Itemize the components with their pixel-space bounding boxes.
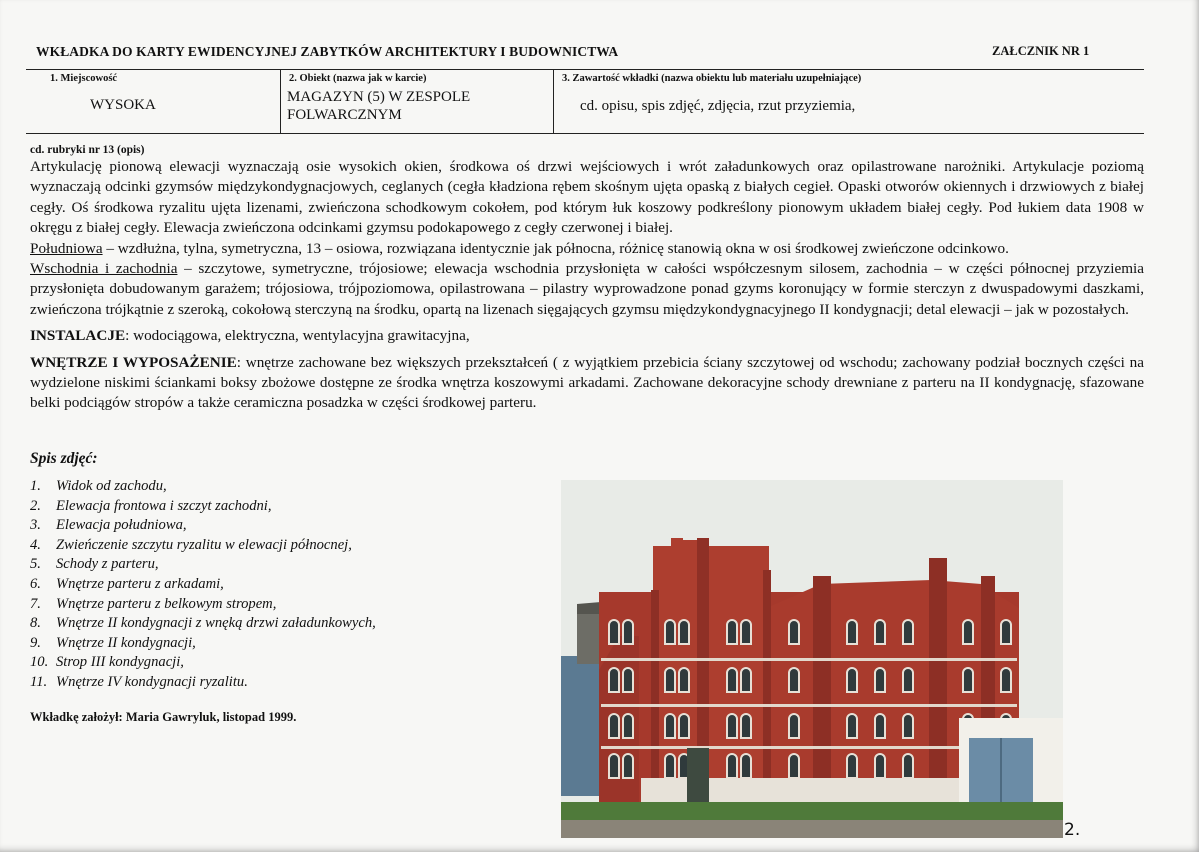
installations-text: : wodociągowa, elektryczna, wentylacyjna grawitacyjna,: [125, 327, 470, 345]
photo-list-number: 8.: [30, 615, 41, 632]
photo-list-item: [30, 673, 376, 693]
metadata-table: [26, 69, 1144, 134]
window: [609, 754, 619, 778]
window: [623, 668, 633, 692]
photo-list-item: [30, 497, 376, 517]
window: [609, 620, 619, 644]
cobblestones: [561, 820, 1063, 838]
window: [665, 620, 675, 644]
photo-list-number: 2.: [30, 497, 41, 514]
window: [789, 714, 799, 738]
window: [963, 668, 973, 692]
building-door: [687, 748, 709, 806]
photo-list-number: 5.: [30, 556, 41, 573]
photo-list-text: Wnętrze II kondygnacji z wnęką drzwi załadunkowych,: [56, 615, 376, 632]
photo-list-text: Zwieńczenie szczytu ryzalitu w elewacji północnej,: [56, 536, 352, 553]
photo-list-item: [30, 536, 376, 556]
window: [665, 714, 675, 738]
window: [903, 754, 913, 778]
photo-list-number: 7.: [30, 595, 41, 612]
installations-label: INSTALACJE: [30, 327, 126, 345]
south-elevation-text: – wzdłużna, tylna, symetryczna, 13 – osiowa, rozwiązana identycznie jak północna, różnicę stanowią okna w osi środkowej zwieńczone odcinkowo.: [102, 239, 1009, 257]
window: [903, 620, 913, 644]
window: [1001, 668, 1011, 692]
photo-list: [30, 477, 376, 693]
window: [741, 668, 751, 692]
photo-list-text: Elewacja frontowa i szczyt zachodni,: [56, 497, 272, 514]
east-west-elevation-text: – szczytowe, symetryczne, trójosiowe; elewacja wschodnia przysłonięta w całości współczesnym silosem, zachodnia – w części północnej przyziemia przysłonięta dobudowanym garażem; trójosiowa, trójpoziomowa, opilastrowana – pilastry wyprowadzone ponad gzyms koronujący w formie sterczyn z dwuspadowymi daszkami, zwieńczona trójkątnie z szeroką, cokołową sterczyną na środku, opartą na lizenach sięgających gzymsu międzykondygnacyjnego II kondygnacji; detal elewacji – jak w pozostałych.: [30, 260, 1144, 318]
photo-list-number: 3.: [30, 517, 41, 534]
photo-list-item: [30, 634, 376, 654]
photo-list-item: [30, 595, 376, 615]
photo-number: 2.: [1064, 820, 1081, 840]
photo-list-text: Strop III kondygnacji,: [56, 654, 184, 671]
window: [741, 620, 751, 644]
window: [1001, 620, 1011, 644]
window: [847, 668, 857, 692]
photo-list-text: Elewacja południowa,: [56, 517, 187, 534]
photo-list-text: Wnętrze parteru z arkadami,: [56, 575, 224, 592]
author-line: Wkładkę założył: Maria Gawryluk, listopad 1999.: [30, 710, 297, 724]
window: [679, 620, 689, 644]
window: [789, 668, 799, 692]
interior-label: WNĘTRZE I WYPOSAŻENIE: [30, 353, 237, 371]
window: [875, 714, 885, 738]
photo-list-item: [30, 555, 376, 575]
document-title: WKŁADKA DO KARTY EWIDENCYJNEJ ZABYTKÓW ARCHITEKTURY I BUDOWNICTWA: [36, 44, 619, 59]
building-photo: [561, 480, 1063, 838]
east-west-elevation-label: Wschodnia i zachodnia: [30, 260, 178, 278]
photo-list-number: 9.: [30, 634, 41, 651]
photo-list-number: 11.: [30, 673, 48, 690]
window: [903, 668, 913, 692]
window: [903, 714, 913, 738]
window: [727, 620, 737, 644]
photo-list-text: Schody z parteru,: [56, 556, 159, 573]
contents-value: cd. opisu, spis zdjęć, zdjęcia, rzut przyziemia,: [580, 98, 856, 114]
window: [963, 620, 973, 644]
window: [847, 620, 857, 644]
contents-cell: [553, 70, 1144, 133]
window: [875, 668, 885, 692]
window: [665, 754, 675, 778]
photo-list-text: Wnętrze parteru z belkowym stropem,: [56, 595, 277, 612]
photo-list-number: 10.: [30, 654, 49, 671]
place-cell: [26, 70, 280, 133]
window: [727, 668, 737, 692]
window: [847, 754, 857, 778]
granary-photo-illustration: [561, 480, 1063, 838]
annex-label: ZAŁCZNIK NR 1: [992, 44, 1090, 58]
window: [679, 714, 689, 738]
photo-list-heading: Spis zdjęć:: [30, 450, 98, 467]
photo-list-text: Widok od zachodu,: [56, 478, 167, 494]
installations-paragraph: [30, 326, 1144, 346]
photo-list-text: Wnętrze II kondygnacji,: [56, 634, 196, 651]
interior-paragraph: [30, 353, 1144, 414]
photo-list-item: [30, 575, 376, 595]
window: [875, 620, 885, 644]
object-label: 2. Obiekt (nazwa jak w karcie): [289, 73, 427, 84]
place-value: WYSOKA: [90, 97, 156, 113]
window: [741, 714, 751, 738]
photo-list-number: 1.: [30, 478, 41, 494]
object-cell: [280, 70, 553, 133]
description-block: [30, 143, 1144, 414]
rubric-heading: cd. rubryki nr 13 (opis): [30, 144, 145, 156]
photo-list-text: Wnętrze IV kondygnacji ryzalitu.: [56, 673, 248, 690]
photo-list-item: [30, 477, 376, 497]
description-paragraph: [30, 157, 1144, 320]
window: [875, 754, 885, 778]
window: [609, 668, 619, 692]
window: [727, 714, 737, 738]
window: [847, 714, 857, 738]
window: [789, 754, 799, 778]
description-text: Artykulację pionową elewacji wyznaczają osie wysokich okien, środkowa oś drzwi wejściowych i wrót załadunkowych oraz opilastrowane narożniki. Artykulacje poziomą wyznaczają odcinki gzymsów międzykondygnacjowych, ceglanych (cegła kładziona rębem skośnym ujęta opaską z białych cegieł. Opaski otworów okiennych i drzwiowych z białej cegły. Oś środkowa ryzalitu ujęta lizenami, zwieńczona schodkowym cokołem, pod którym łuk koszowy podkreślony pionowym układem białej cegły. Pod łukiem data 1908 w okręgu z białej cegły. Elewacja zwieńczona odcinkami gzymsu podokapowego z cegły czerwonej i białej.: [30, 158, 1144, 237]
interior-text: : wnętrze zachowane bez większych przekształceń ( z wyjątkiem przebicia ściany szczytowej od wschodu; zachowany podział bocznych części na wydzielone niskimi ściankami boksy zbożowe dostępne ze środka wnętrza koszowymi arkadami. Zachowane dekoracyjne schody drewniane z parteru na II kondygnację, sfazowane belki podciągów stropów a także ceramiczna posadzka w części środkowej parteru.: [30, 353, 1144, 412]
place-label: 1. Miejscowość: [50, 73, 118, 84]
photo-list-item: [30, 516, 376, 536]
window: [789, 620, 799, 644]
photo-list-number: 4.: [30, 536, 41, 553]
photo-list-item: [30, 653, 376, 673]
photo-list-number: 6.: [30, 575, 41, 592]
window: [609, 714, 619, 738]
window: [623, 620, 633, 644]
contents-label: 3. Zawartość wkładki (nazwa obiektu lub materiału uzupełniające): [562, 73, 862, 84]
window: [741, 754, 751, 778]
window: [623, 754, 633, 778]
window: [665, 668, 675, 692]
window: [727, 754, 737, 778]
window: [623, 714, 633, 738]
photo-list-item: [30, 614, 376, 634]
object-value: MAGAZYN (5) W ZESPOLE FOLWARCZNYM: [287, 89, 471, 123]
south-elevation-label: Południowa: [30, 239, 103, 257]
window: [679, 668, 689, 692]
